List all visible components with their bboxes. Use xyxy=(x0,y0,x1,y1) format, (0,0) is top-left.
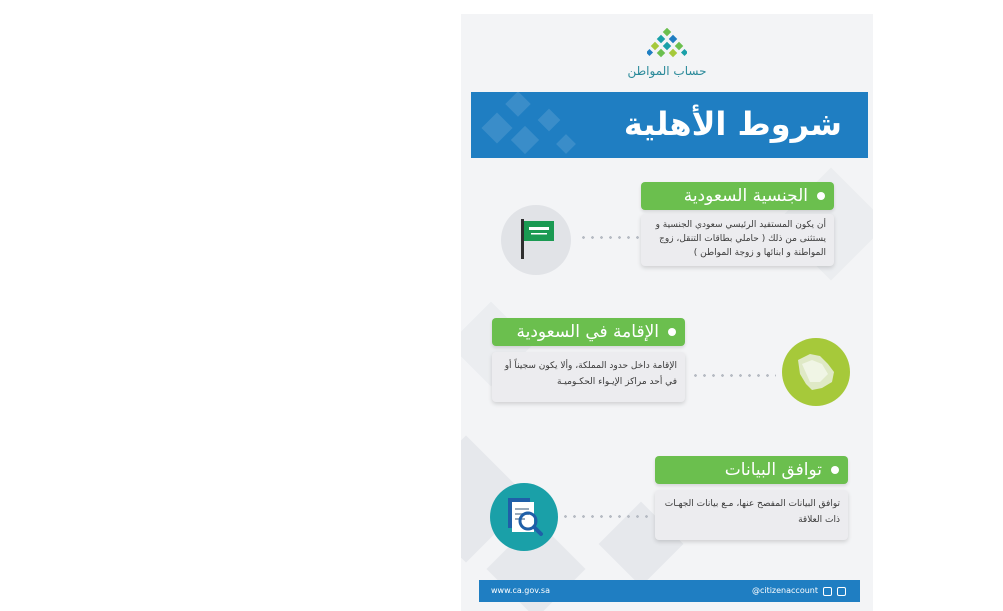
banner-diamond xyxy=(556,134,576,154)
citizen-account-logo xyxy=(611,28,723,92)
citizen-account-logo-icon xyxy=(647,28,687,62)
instagram-icon xyxy=(837,587,846,596)
banner-diamond xyxy=(538,109,561,132)
saudi-flag-icon xyxy=(501,205,571,275)
page-title: شروط الأهلية xyxy=(623,105,842,143)
condition-desc-data-match xyxy=(655,490,848,540)
social-handle-text: @citizenaccount xyxy=(751,586,818,595)
banner-diamond xyxy=(481,112,512,143)
document-search-icon xyxy=(490,483,558,551)
condition-desc-residence xyxy=(492,352,685,402)
bullet-dot xyxy=(831,466,839,474)
bullet-dot xyxy=(817,192,825,200)
condition-title-data-match xyxy=(655,456,848,484)
condition-desc-nationality xyxy=(641,214,834,266)
eligibility-poster xyxy=(461,14,873,611)
banner-diamond xyxy=(505,92,530,117)
title-banner xyxy=(471,92,868,158)
condition-title-residence xyxy=(492,318,685,346)
social-handle[interactable] xyxy=(752,580,846,602)
poster-footer xyxy=(479,580,860,602)
dotted-connector xyxy=(691,374,776,377)
dotted-connector xyxy=(579,236,639,239)
condition-title-text: الإقامة في السعودية xyxy=(516,322,659,342)
website-link[interactable]: www.ca.gov.sa xyxy=(491,586,550,595)
condition-desc-text: توافق البيانات المفصح عنها، مـع بيانات الجهـات ذات العلاقة xyxy=(664,499,840,525)
logo-text: حساب المواطن xyxy=(627,64,707,78)
condition-desc-text: الإقامة داخل حدود المملكة، وألا يكون سجيناً أو في أحد مراكز الإيـواء الحكـوميـة xyxy=(504,361,677,387)
condition-desc-text: أن يكون المستفيد الرئيسي سعودي الجنسية و يستثنى من ذلك ( حاملي بطاقات التنقل، زوج المواطنة و ابنائها و زوجة المواطن ) xyxy=(655,220,826,258)
saudi-map-icon xyxy=(782,338,850,406)
banner-diamond xyxy=(511,126,539,154)
condition-title-text: الجنسية السعودية xyxy=(683,186,808,206)
condition-title-nationality xyxy=(641,182,834,210)
bullet-dot xyxy=(668,328,676,336)
dotted-connector xyxy=(561,515,651,518)
condition-title-text: توافق البيانات xyxy=(724,460,822,480)
twitter-icon xyxy=(823,587,832,596)
